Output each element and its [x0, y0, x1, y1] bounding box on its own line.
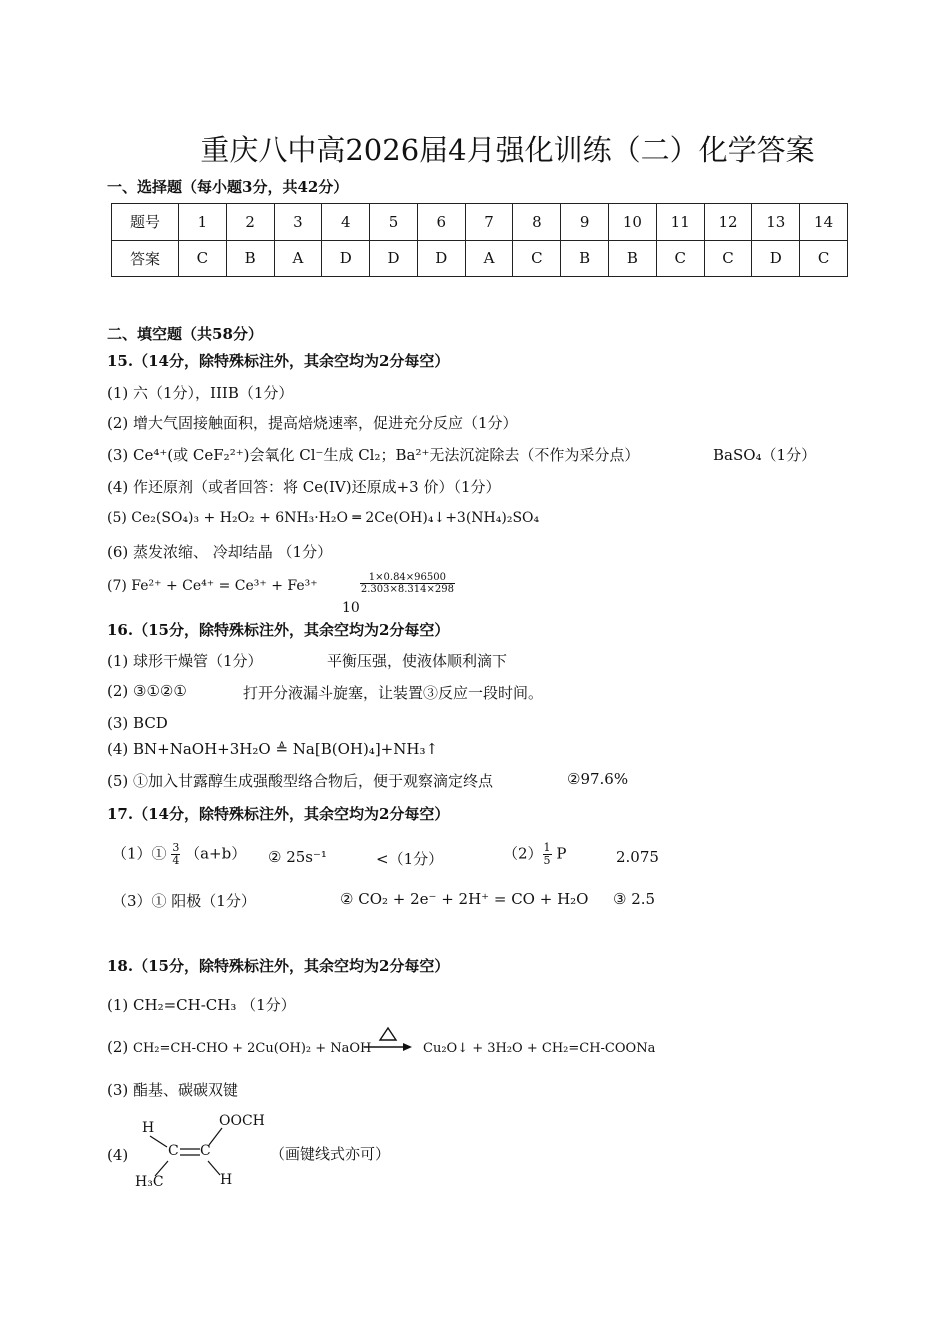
q17-a5: 2.075 [616, 848, 659, 866]
q17-a4-suffix: P [556, 844, 567, 863]
number-cell: 6 [417, 204, 465, 241]
power-base: 10 [342, 600, 360, 616]
q15-line3-answer: BaSO₄（1分） [713, 446, 817, 464]
q18-line2-label: (2) [107, 1038, 129, 1056]
fraction [543, 842, 552, 867]
q16-line3: (3) BCD [107, 714, 168, 732]
answer-cell: A [465, 240, 513, 277]
q18-line4-label: (4) [107, 1146, 129, 1164]
denominator: 4 [172, 854, 180, 867]
q17-a2: ② 25s⁻¹ [268, 848, 327, 866]
number-row [112, 204, 848, 241]
q16-line2: (2) ③①②① [107, 682, 187, 700]
answer-cell: C [704, 240, 752, 277]
section1-heading: 一、选择题（每小题3分，共42分） [107, 178, 349, 196]
q15-line5-equation: (5) Ce₂(SO₄)₃ + H₂O₂ + 6NH₃·H₂O ═ 2Ce(OH)₄↓+3(NH₄)₂SO₄ [107, 510, 540, 526]
number-cell: 11 [656, 204, 704, 241]
row-label-number: 题号 [112, 204, 179, 241]
answer-cell: D [752, 240, 800, 277]
atom-c: C [200, 1143, 211, 1159]
q18-line4-note: （画键线式亦可） [270, 1145, 391, 1163]
q17-b2: ② CO₂ + 2e⁻ + 2H⁺ = CO + H₂O [340, 890, 589, 908]
q17-b3: ③ 2.5 [613, 890, 656, 908]
number-cell: 13 [752, 204, 800, 241]
q18-line2-products: Cu₂O↓ + 3H₂O + CH₂=CH-COONa [423, 1041, 656, 1056]
exponent-denominator: 2.303×8.314×298 [360, 584, 454, 595]
atom-c: C [168, 1143, 179, 1159]
q15-line2: (2) 增大气固接触面积，提高焙烧速率，促进充分反应（1分） [107, 414, 518, 432]
q17-heading: 17.（14分，除特殊标注外，其余空均为2分每空） [107, 805, 450, 823]
answer-cell: D [370, 240, 418, 277]
page-title: 重庆八中高2026届4月强化训练（二）化学答案 [200, 133, 815, 167]
number-cell: 7 [465, 204, 513, 241]
q15-line7-equation: (7) Fe²⁺ + Ce⁴⁺ = Ce³⁺ + Fe³⁺ [107, 578, 318, 594]
answer-row [112, 240, 848, 277]
q17-a1 [112, 842, 246, 867]
q16-line4: (4) BN+NaOH+3H₂O ≜ Na[B(OH)₄]+NH₃↑ [107, 740, 439, 758]
q15-line7-expression [342, 572, 455, 616]
number-cell: 3 [274, 204, 322, 241]
answer-cell: D [417, 240, 465, 277]
q18-heading: 18.（15分，除特殊标注外，其余空均为2分每空） [107, 957, 450, 975]
exponent-numerator: 1×0.84×96500 [360, 572, 455, 584]
atom-h: H [142, 1120, 155, 1136]
number-cell: 5 [370, 204, 418, 241]
numerator: 1 [543, 841, 551, 854]
q16-line5-answer: ②97.6% [567, 770, 629, 788]
answer-cell: B [226, 240, 274, 277]
numerator: 3 [172, 841, 180, 854]
q15-line3: (3) Ce⁴⁺(或 CeF₂²⁺)会氧化 Cl⁻生成 Cl₂；Ba²⁺无法沉淀除去（不作为采分点） [107, 446, 640, 464]
structure-diagram [130, 1108, 280, 1192]
answer-cell: B [609, 240, 657, 277]
answer-cell: C [800, 240, 848, 277]
number-cell: 8 [513, 204, 561, 241]
denominator: 5 [543, 854, 551, 867]
q16-line5: (5) ①加入甘露醇生成强酸型络合物后，便于观察滴定终点 [107, 772, 494, 790]
number-cell: 4 [322, 204, 370, 241]
q17-a3: <（1分） [376, 850, 444, 868]
number-cell: 9 [561, 204, 609, 241]
number-cell: 14 [800, 204, 848, 241]
number-cell: 1 [179, 204, 227, 241]
q17-b1: （3）① 阳极（1分） [112, 892, 256, 910]
q18-line2-reactants: CH₂=CH-CHO + 2Cu(OH)₂ + NaOH [133, 1041, 372, 1056]
answer-cell: C [656, 240, 704, 277]
group-h3c: H₃C [135, 1174, 164, 1190]
exponent-fraction [360, 572, 455, 595]
answer-cell: C [513, 240, 561, 277]
heat-arrow-icon [362, 1026, 414, 1052]
q17-a4-prefix: （2） [503, 844, 543, 863]
q18-line1: (1) CH₂=CH-CH₃ （1分） [107, 996, 296, 1014]
q15-line6: (6) 蒸发浓缩、 冷却结晶 （1分） [107, 543, 333, 561]
group-ooch: OOCH [219, 1113, 265, 1129]
q16-line2-answer: 打开分液漏斗旋塞，让装置③反应一段时间。 [243, 684, 544, 702]
q15-heading: 15.（14分，除特殊标注外，其余空均为2分每空） [107, 352, 450, 370]
q17-a4 [503, 842, 566, 867]
number-cell: 12 [704, 204, 752, 241]
q17-a1-suffix: （a+b） [185, 844, 247, 863]
answer-cell: C [179, 240, 227, 277]
answer-cell: B [561, 240, 609, 277]
q16-line1: (1) 球形干燥管（1分） [107, 652, 263, 670]
number-cell: 10 [609, 204, 657, 241]
answer-cell: D [322, 240, 370, 277]
answer-table [111, 203, 848, 277]
section2-heading: 二、填空题（共58分） [107, 325, 263, 343]
number-cell: 2 [226, 204, 274, 241]
answer-cell: A [274, 240, 322, 277]
atom-h: H [220, 1172, 233, 1188]
q15-line4: (4) 作还原剂（或者回答：将 Ce(IV)还原成+3 价）（1分） [107, 478, 501, 496]
q15-line1: (1) 六（1分），IIIB（1分） [107, 384, 294, 402]
q16-line1-answer: 平衡压强，使液体顺利滴下 [327, 652, 508, 670]
q18-line3: (3) 酯基、碳碳双键 [107, 1081, 239, 1099]
fraction [171, 842, 180, 867]
row-label-answer: 答案 [112, 240, 179, 277]
q17-a1-prefix: （1）① [112, 844, 167, 863]
q16-heading: 16.（15分，除特殊标注外，其余空均为2分每空） [107, 621, 450, 639]
